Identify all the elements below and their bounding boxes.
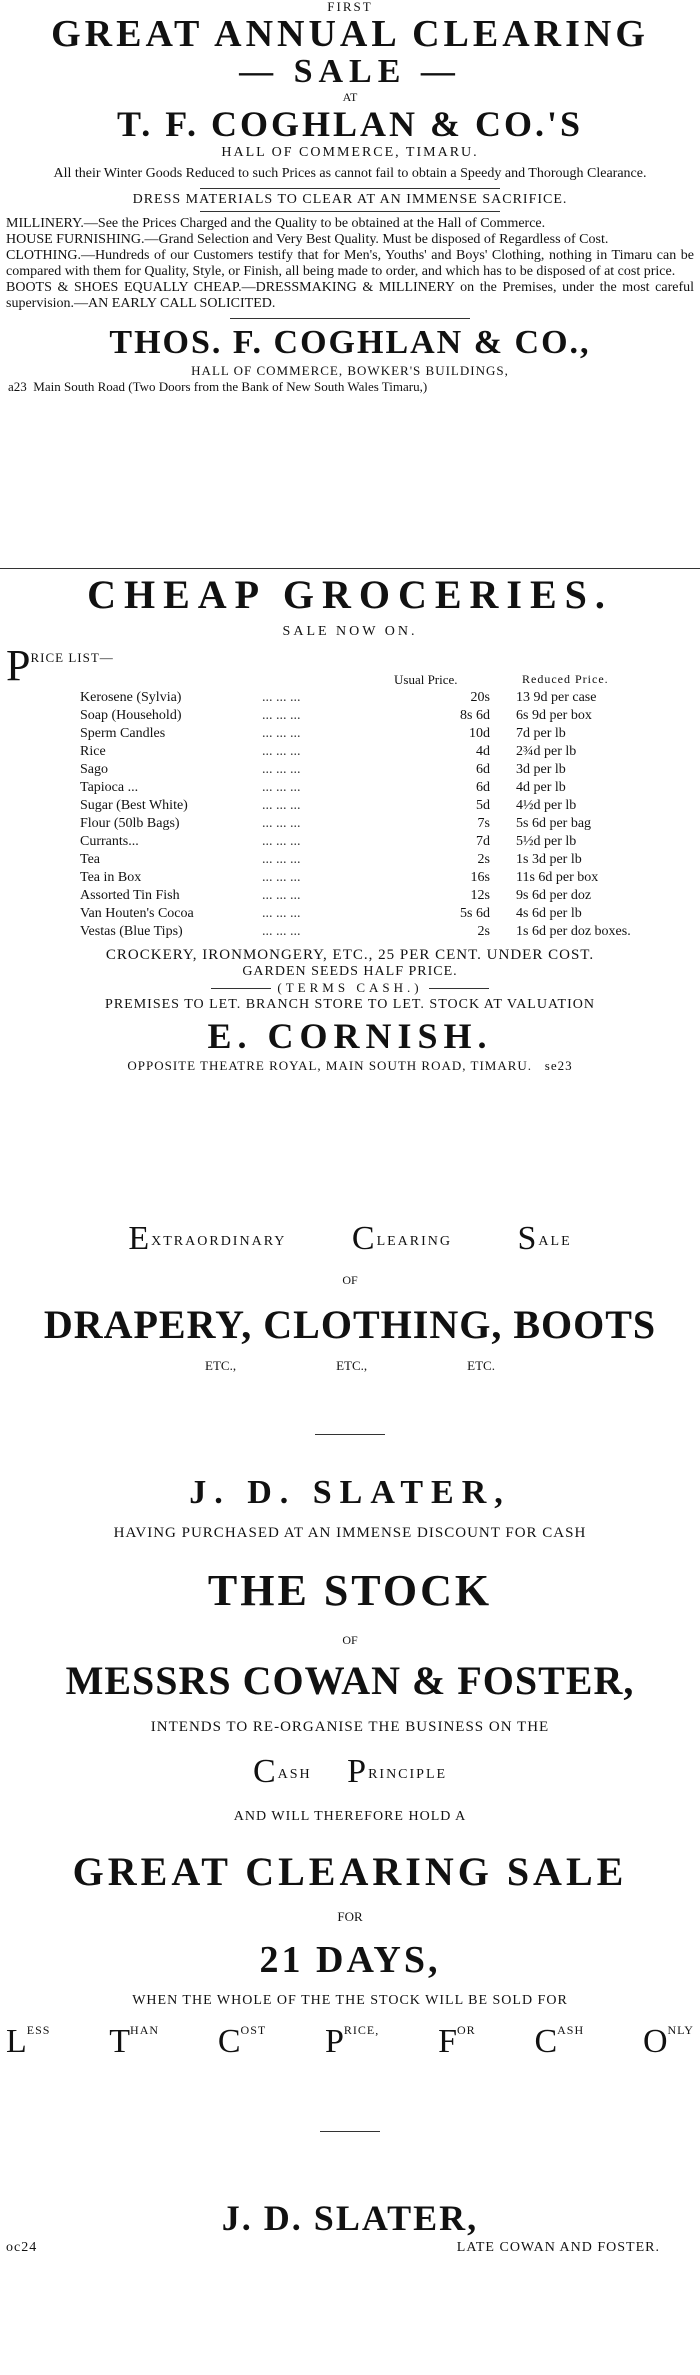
less-word-cap: C (534, 2023, 558, 2060)
coghlan-sig-hall: HALL OF COMMERCE, BOWKER'S BUILDINGS, (191, 363, 509, 378)
coghlan-millinery (6, 216, 694, 232)
less-word-rest: RICE, (343, 2023, 380, 2037)
item-name: Sperm Candles (80, 726, 166, 741)
price-list-row (0, 834, 700, 852)
coghlan-boots (6, 280, 694, 312)
coghlan-clothing (6, 248, 694, 280)
reduced-price: 4½d per lb (516, 798, 577, 813)
reduced-price: 1s 3d per lb (516, 852, 582, 867)
price-list-row (0, 888, 700, 906)
sale-now-on: SALE NOW ON. (282, 624, 418, 639)
millinery-heading: MILLINERY. (6, 216, 84, 231)
usual-price: 16s (470, 870, 490, 885)
great-clearing-sale: GREAT CLEARING SALE (72, 1849, 628, 1894)
intends-line: INTENDS TO RE-ORGANISE THE BUSINESS ON THE (150, 1719, 550, 1735)
price-list-label: RICE LIST— (30, 650, 114, 665)
cornish-name: E. CORNISH. (207, 1016, 493, 1056)
less-word-rest: HAN (130, 2023, 160, 2037)
slater-name: J. D. SLATER, (189, 1474, 511, 1511)
price-list-row (0, 816, 700, 834)
divider (200, 211, 500, 212)
etc-2: ETC., (336, 1358, 368, 1373)
reduced-price: 4s 6d per lb (516, 906, 582, 921)
coghlan-code: a23 (8, 379, 27, 394)
price-list-row (0, 690, 700, 708)
slater-late: LATE COWAN AND FOSTER. (456, 2240, 660, 2255)
item-name: Van Houten's Cocoa (80, 906, 194, 921)
cornish-address: OPPOSITE THEATRE ROYAL, MAIN SOUTH ROAD, TIMARU. (127, 1058, 533, 1073)
twenty-one-days: 21 DAYS, (259, 1939, 441, 1981)
reduced-price: 9s 6d per doz (516, 888, 592, 903)
messrs-cowan-foster: MESSRS COWAN & FOSTER, (65, 1658, 635, 1703)
premises-line: PREMISES TO LET. BRANCH STORE TO LET. STOCK AT VALUATION (105, 997, 595, 1012)
item-name: Flour (50lb Bags) (80, 816, 180, 831)
item-name: Soap (Household) (80, 708, 182, 723)
title-c-cap: C (351, 1220, 377, 1257)
price-list-row (0, 726, 700, 744)
usual-price: 5s 6d (460, 906, 490, 921)
usual-price: 12s (470, 888, 490, 903)
etc-line (0, 1358, 700, 1374)
extraordinary-title (0, 1220, 700, 1258)
reduced-price: 1s 6d per doz boxes. (516, 924, 631, 939)
terms-line (0, 980, 700, 996)
leader-dots: ... ... ... (262, 888, 301, 903)
reduced-price: 3d per lb (516, 762, 566, 777)
coghlan-company: T. F. COGHLAN & CO.'S (116, 104, 584, 144)
price-list-table (0, 690, 700, 942)
item-name: Currants... (80, 834, 139, 849)
reduced-price: 7d per lb (516, 726, 566, 741)
for-label: FOR (337, 1909, 363, 1924)
less-word-cap: L (6, 2023, 27, 2060)
less-word-cap: F (438, 2023, 457, 2060)
etc-3: ETC. (467, 1358, 495, 1373)
less-word (6, 2023, 50, 2061)
price-list-row (0, 744, 700, 762)
price-list-row (0, 708, 700, 726)
price-list-row (0, 798, 700, 816)
item-name: Tea in Box (80, 870, 142, 885)
millinery-text: —See the Prices Charged and the Quality to be obtained at the Hall of Commerce. (83, 216, 546, 231)
item-name: Kerosene (Sylvia) (80, 690, 182, 705)
boots-text: —DRESSMAKING & MILLINERY on the Premises, under the most careful supervision.—AN EARLY CALL SOLICITED. (6, 280, 694, 311)
clothing-text: —Hundreds of our Customers testify that for Men's, Youths' and Boys' Clothing, nothing in Timaru can be compared with them for Quality, Style, or Finish, all being made to order, and which has to be disposed of at cost price. (6, 248, 694, 279)
usual-price: 20s (470, 690, 490, 705)
divider (230, 318, 470, 319)
less-word-rest: NLY (667, 2023, 694, 2037)
title-c-rest: LEARING (376, 1234, 452, 1249)
leader-dots: ... ... ... (262, 834, 301, 849)
leader-dots: ... ... ... (262, 780, 301, 795)
coghlan-headline: GREAT ANNUAL CLEARING (51, 13, 649, 55)
less-word (109, 2023, 159, 2061)
price-list-row (0, 762, 700, 780)
price-list-heading (6, 641, 700, 690)
usual-price: 5d (476, 798, 490, 813)
coghlan-dress: DRESS MATERIALS TO CLEAR AT AN IMMENSE SACRIFICE. (132, 192, 568, 207)
item-name: Assorted Tin Fish (80, 888, 180, 903)
less-word (218, 2023, 266, 2061)
cornish-address-line (0, 1058, 700, 1074)
clothing-heading: CLOTHING. (6, 248, 82, 263)
leader-dots: ... ... ... (262, 816, 301, 831)
usual-price: 7s (477, 816, 490, 831)
leader-dots: ... ... ... (262, 690, 301, 705)
price-list-row (0, 870, 700, 888)
cash-principle (0, 1753, 700, 1791)
coghlan-hall: HALL OF COMMERCE, TIMARU. (221, 145, 479, 160)
groceries-headline: CHEAP GROCERIES. (87, 572, 613, 617)
house-text: —Grand Selection and Very Best Quality. Must be disposed of Regardless of Cost. (144, 232, 609, 247)
leader-dots: ... ... ... (262, 726, 301, 741)
leader-dots: ... ... ... (262, 852, 301, 867)
principle-rest: RINCIPLE (368, 1767, 448, 1782)
leader-dots: ... ... ... (262, 708, 301, 723)
when-whole-stock: WHEN THE WHOLE OF THE THE STOCK WILL BE SOLD FOR (132, 1993, 568, 2008)
less-word-rest: ASH (557, 2023, 585, 2037)
crockery-line: CROCKERY, IRONMONGERY, ETC., 25 PER CENT. UNDER COST. (105, 947, 595, 963)
having-purchased: HAVING PURCHASED AT AN IMMENSE DISCOUNT FOR CASH (113, 1525, 587, 1541)
at-label: AT (342, 90, 358, 104)
leader-dots: ... ... ... (262, 744, 301, 759)
drapery-headline: DRAPERY, CLOTHING, BOOTS (43, 1302, 657, 1347)
usual-price: 7d (476, 834, 490, 849)
price-list-row (0, 780, 700, 798)
item-name: Tea (80, 852, 101, 867)
of-label-2: OF (342, 1633, 358, 1647)
leader-dots: ... ... ... (262, 762, 301, 777)
item-name: Sago (80, 762, 108, 777)
item-name: Rice (80, 744, 106, 759)
title-e-rest: XTRAORDINARY (151, 1234, 287, 1249)
less-word-cap: P (325, 2023, 344, 2060)
reduced-price-header: Reduced Price. (522, 672, 609, 686)
coghlan-advert (0, 0, 700, 395)
leader-dots: ... ... ... (262, 798, 301, 813)
slater-code: oc24 (6, 2240, 38, 2255)
usual-price: 2s (477, 924, 490, 939)
etc-1: ETC., (205, 1358, 237, 1373)
usual-price: 8s 6d (460, 708, 490, 723)
cornish-code: se23 (544, 1058, 573, 1073)
slater-advert (0, 1220, 700, 2260)
reduced-price: 11s 6d per box (516, 870, 599, 885)
item-name: Vestas (Blue Tips) (80, 924, 183, 939)
of-label: OF (342, 1273, 358, 1287)
usual-price: 4d (476, 744, 490, 759)
reduced-price: 5½d per lb (516, 834, 577, 849)
leader-dots: ... ... ... (262, 870, 301, 885)
usual-price: 2s (477, 852, 490, 867)
less-word-cap: C (217, 2023, 241, 2060)
reduced-price: 13 9d per case (516, 690, 597, 705)
price-list-row (0, 906, 700, 924)
coghlan-sig-address-line (8, 379, 692, 395)
less-word-rest: OST (240, 2023, 267, 2037)
divider (315, 1434, 385, 1435)
garden-seeds-line: GARDEN SEEDS HALF PRICE. (242, 964, 458, 979)
less-word-cap: T (109, 2023, 131, 2060)
usual-price-header: Usual Price. (394, 672, 458, 687)
coghlan-signature: THOS. F. COGHLAN & CO., (109, 324, 591, 361)
coghlan-house (6, 232, 694, 248)
reduced-price: 4d per lb (516, 780, 566, 795)
leader-dots: ... ... ... (262, 924, 301, 939)
usual-price: 10d (469, 726, 490, 741)
coghlan-intro: All their Winter Goods Reduced to such Prices as cannot fail to obtain a Speedy and Thorough Clearance. (53, 166, 647, 181)
cash-cap: C (252, 1753, 278, 1790)
the-stock: THE STOCK (207, 1566, 493, 1615)
boots-heading: BOOTS & SHOES EQUALLY CHEAP. (6, 280, 242, 295)
reduced-price: 5s 6d per bag (516, 816, 592, 831)
usual-price: 6d (476, 780, 490, 795)
less-word (438, 2023, 476, 2061)
will-therefore: AND WILL THEREFORE HOLD A (233, 1809, 467, 1824)
cornish-advert (0, 572, 700, 1074)
less-word-rest: OR (456, 2023, 476, 2037)
coghlan-address: Main South Road (Two Doors from the Bank of New South Wales Timaru,) (33, 379, 428, 394)
price-list-dropcap: P (6, 641, 31, 690)
house-heading: HOUSE FURNISHING. (6, 232, 145, 247)
reduced-price: 6s 9d per box (516, 708, 592, 723)
coghlan-sale: — SALE — (239, 53, 461, 90)
less-word (325, 2023, 379, 2061)
item-name: Sugar (Best White) (80, 798, 188, 813)
title-s-rest: ALE (538, 1234, 572, 1249)
less-word-cap: O (642, 2023, 668, 2060)
divider (320, 2131, 380, 2132)
title-s-cap: S (517, 1220, 539, 1257)
terms-cash: (TERMS CASH.) (277, 980, 423, 995)
less-word (643, 2023, 694, 2061)
first-label: FIRST (327, 0, 373, 14)
advert-separator (0, 568, 700, 569)
cash-rest: ASH (277, 1767, 312, 1782)
less-word (534, 2023, 584, 2061)
less-word-rest: ESS (26, 2023, 51, 2037)
price-list-row (0, 852, 700, 870)
leader-dots: ... ... ... (262, 906, 301, 921)
less-than-cost-line (0, 2023, 700, 2061)
price-list-row (0, 924, 700, 942)
reduced-price: 2¾d per lb (516, 744, 577, 759)
principle-cap: P (347, 1753, 369, 1790)
usual-price: 6d (476, 762, 490, 777)
slater-signature: J. D. SLATER, (221, 2198, 479, 2238)
title-e-cap: E (128, 1220, 152, 1257)
item-name: Tapioca ... (80, 780, 139, 795)
slater-sig-bottom (0, 2240, 700, 2260)
